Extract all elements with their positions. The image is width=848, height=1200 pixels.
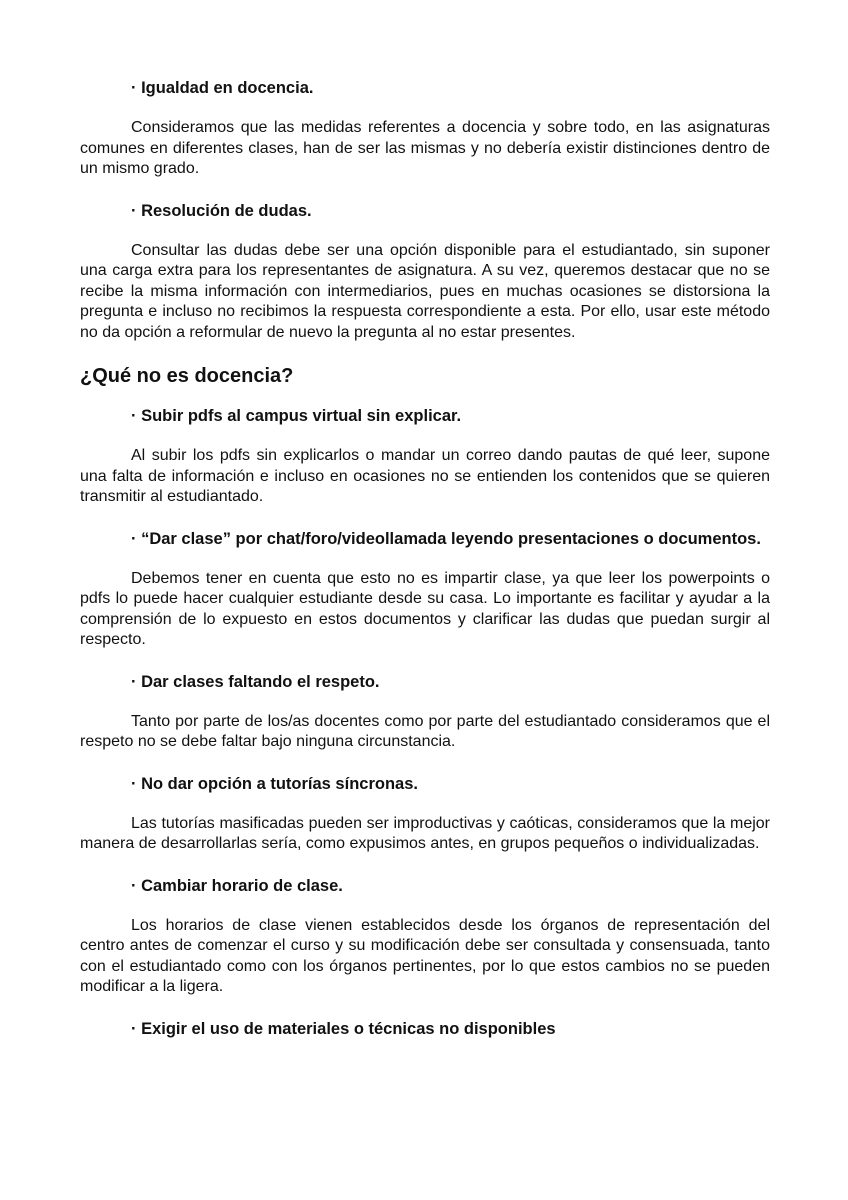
bullet-heading-respeto: · Dar clases faltando el respeto.: [131, 672, 380, 691]
paragraph-respeto: Tanto por parte de los/as docentes como por parte del estudiantado consideramos que el respeto no se debe faltar bajo ninguna circunstancia.: [80, 712, 770, 750]
paragraph-pdfs: Al subir los pdfs sin explicarlos o mandar un correo dando pautas de qué leer, supone una falta de información e incluso en ocasiones no se entienden los contenidos que se quieren transmitir al estudiantado.: [80, 447, 770, 505]
paragraph-igualdad: Consideramos que las medidas referentes a docencia y sobre todo, en las asignaturas comunes en diferentes clases, han de ser las mismas y no debería existir distinciones dentro de un mismo grado.: [80, 119, 770, 177]
document-page: [80, 78, 770, 1059]
bullet-heading-dar-clase: · “Dar clase” por chat/foro/videollamada leyendo presentaciones o documentos.: [131, 529, 761, 548]
section-title: ¿Qué no es docencia?: [80, 365, 294, 387]
paragraph-tutorias: Las tutorías masificadas pueden ser improductivas y caóticas, consideramos que la mejor manera de desarrollarlas sería, como expusimos antes, en grupos pequeños o individualizadas.: [80, 814, 770, 852]
paragraph-horario: Los horarios de clase vienen establecidos desde los órganos de representación del centro antes de comenzar el curso y su modificación debe ser consultada y consensuada, tanto con el estudiantado como con los órganos pertinentes, por lo que estos cambios no se pueden modificar a la ligera.: [80, 916, 770, 995]
bullet-heading-pdfs: · Subir pdfs al campus virtual sin explicar.: [131, 407, 462, 425]
paragraph-dar-clase: Debemos tener en cuenta que esto no es impartir clase, ya que leer los powerpoints o pdfs lo puede hacer cualquier estudiante desde su casa. Lo importante es facilitar y ayudar a la comprensión de lo expuesto en estos documentos y clarificar las dudas que puedan surgir al respecto.: [80, 569, 770, 648]
bullet-heading-materiales: · Exigir el uso de materiales o técnicas no disponibles: [131, 1019, 556, 1038]
bullet-heading-dudas: · Resolución de dudas.: [131, 201, 312, 220]
bullet-heading-igualdad: · Igualdad en docencia.: [131, 79, 314, 97]
paragraph-dudas: Consultar las dudas debe ser una opción disponible para el estudiantado, sin suponer una carga extra para los representantes de asignatura. A su vez, queremos destacar que no se recibe la misma información con intermediarios, pues en muchas ocasiones se distorsiona la pregunta e incluso no recibimos la respuesta correspondiente a esta. Por ello, usar este método no da opción a reformular de nuevo la pregunta al no estar presentes.: [80, 241, 770, 341]
bullet-heading-horario: · Cambiar horario de clase.: [131, 876, 343, 895]
bullet-heading-tutorias: · No dar opción a tutorías síncronas.: [131, 774, 418, 793]
